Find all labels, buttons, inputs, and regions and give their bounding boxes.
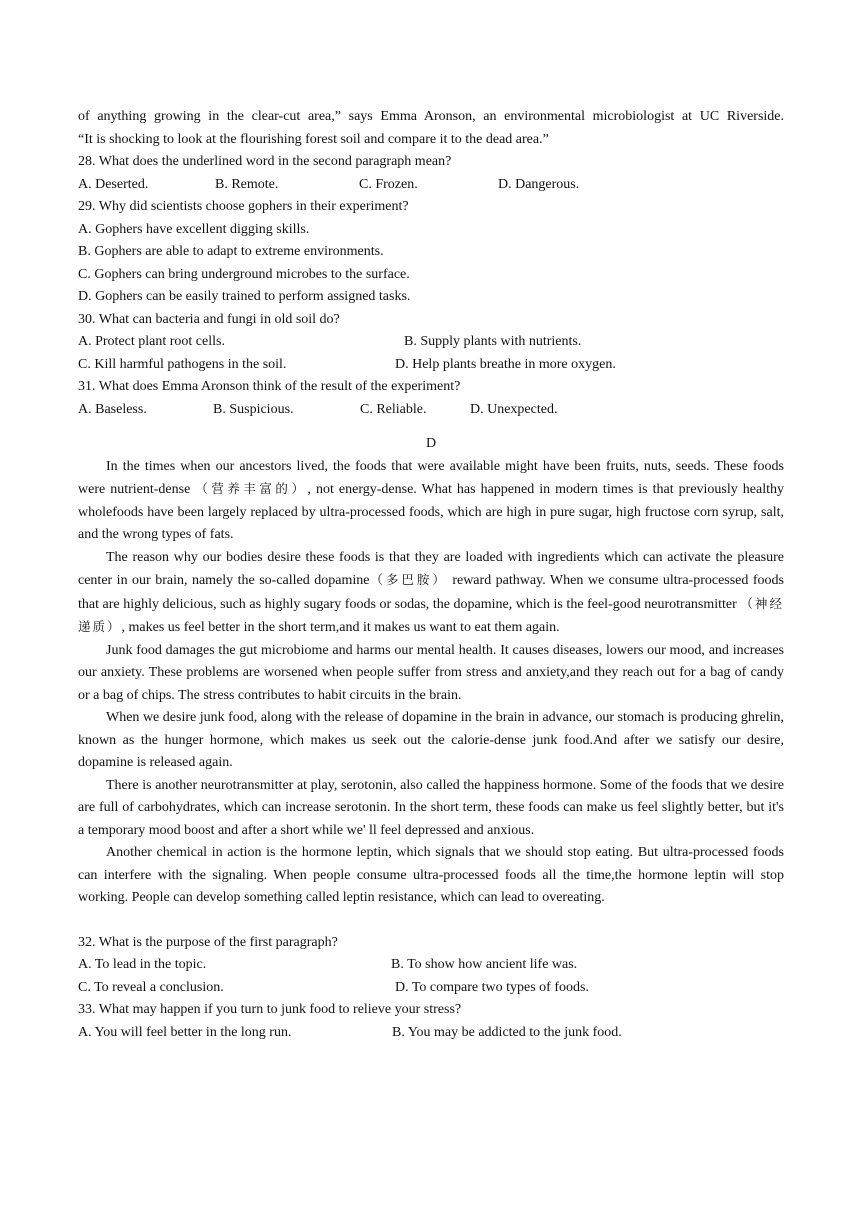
option-31-a: A. Baseless. <box>78 401 147 417</box>
option-32-a: A. To lead in the topic. <box>78 957 207 972</box>
option-33-a: A. You will feel better in the long run. <box>78 1024 292 1040</box>
option-28-d: D. Dangerous. <box>498 176 580 192</box>
passage-d-paragraph-4: When we desire junk food, along with the release of dopamine in the brain in advance, our stomach is producing ghrelin, known as the hunger hormone, which makes us seek out the calorie-dense junk food.And after we satisfy our desire, dopamine is released again. <box>78 710 784 770</box>
option-32-c: C. To reveal a conclusion. <box>78 979 224 995</box>
question-32-stem: 32. What is the purpose of the first paragraph? <box>78 934 338 950</box>
passage-d-paragraph-2: The reason why our bodies desire these foods is that they are loaded with ingredients which can activate the pleasure center in our brain, namely the so-called dopamine（多巴胺） reward pathway. When we consume ultra-processed foods that are highly delicious, such as highly sugary foods or sodas, the dopamine, which is the feel-good neurotransmitter （神经递质）, makes us feel better in the short term,and it makes us want to eat them again. <box>78 549 784 635</box>
question-33-options-row-1 <box>78 1022 784 1045</box>
chinese-gloss-neurotransmitter: （神经递质） <box>78 595 784 634</box>
chinese-gloss-nutrient-dense: （营养丰富的） <box>195 481 308 496</box>
passage-d-paragraph-6: Another chemical in action is the hormone leptin, which signals that we should stop eating. But ultra-processed foods can interfere with the signaling. When people consume ultra-processed foods all the time,the hormone leptin will stop working. People can develop something called leptin resistance, which can lead to overeating. <box>78 845 784 905</box>
passage-d-paragraph-1: In the times when our ancestors lived, the foods that were available might have been fruits, nuts, seeds. These foods were nutrient-dense （营养丰富的）, not energy-dense. What has happened in modern times is that previously healthy wholefoods have been largely replaced by ultra-processed foods, which are high in pure sugar, high fructose corn syrup, salt, and the wrong types of fats. <box>78 458 784 542</box>
question-29-stem: 29. Why did scientists choose gophers in their experiment? <box>78 199 409 214</box>
option-31-d: D. Unexpected. <box>470 401 558 417</box>
question-30-options-row-2 <box>78 354 784 377</box>
option-31-c: C. Reliable. <box>360 401 427 417</box>
option-28-a: A. Deserted. <box>78 176 149 192</box>
passage-c-tail-line-1: of anything growing in the clear-cut area,” says Emma Aronson, an environmental microbiologist at UC Riverside. <box>78 109 784 124</box>
question-30-stem: 30. What can bacteria and fungi in old soil do? <box>78 311 340 327</box>
option-30-b: B. Supply plants with nutrients. <box>404 334 582 349</box>
passage-c-tail-line-2: “It is shocking to look at the flourishing forest soil and compare it to the dead area.” <box>78 131 549 147</box>
option-32-b: B. To show how ancient life was. <box>391 957 578 972</box>
passage-d-paragraph-5: There is another neurotransmitter at play, serotonin, also called the happiness hormone. Some of the foods that we desire are full of carbohydrates, which can increase serotonin. In the short term, these foods can make us feel slightly better, but it's a temporary mood boost and after a short while we' ll feel depressed and anxious. <box>78 777 784 838</box>
option-28-c: C. Frozen. <box>359 176 418 192</box>
question-28-stem: 28. What does the underlined word in the second paragraph mean? <box>78 154 452 169</box>
option-29-c: C. Gophers can bring underground microbes to the surface. <box>78 266 410 282</box>
question-31-stem: 31. What does Emma Aronson think of the result of the experiment? <box>78 379 461 394</box>
question-30-options-row-1 <box>78 331 784 354</box>
question-32-options-row-2 <box>78 977 784 1000</box>
question-32-options-row-1 <box>78 954 784 977</box>
section-d-heading: D <box>425 436 437 451</box>
option-30-a: A. Protect plant root cells. <box>78 334 225 349</box>
question-28-options <box>78 174 784 197</box>
question-33-stem: 33. What may happen if you turn to junk food to relieve your stress? <box>78 1002 462 1017</box>
option-30-d: D. Help plants breathe in more oxygen. <box>395 356 616 372</box>
option-31-b: B. Suspicious. <box>213 401 294 417</box>
option-29-d: D. Gophers can be easily trained to perform assigned tasks. <box>78 289 411 304</box>
option-29-a: A. Gophers have excellent digging skills. <box>78 221 310 237</box>
document-page <box>78 106 784 1044</box>
option-30-c: C. Kill harmful pathogens in the soil. <box>78 356 287 372</box>
option-32-d: D. To compare two types of foods. <box>395 979 589 995</box>
option-33-b: B. You may be addicted to the junk food. <box>392 1024 622 1040</box>
spacer <box>78 910 784 932</box>
passage-d-paragraph-3: Junk food damages the gut microbiome and harms our mental health. It causes diseases, lowers our mood, and increases our anxiety. These problems are worsened when people suffer from stress and anxiety,and they reach out for a bag of candy or a bag of chips. The stress contributes to habit circuits in the brain. <box>78 642 784 703</box>
option-28-b: B. Remote. <box>215 176 279 192</box>
question-31-options <box>78 399 784 422</box>
chinese-gloss-dopamine: （多巴胺） <box>369 572 448 587</box>
option-29-b: B. Gophers are able to adapt to extreme environments. <box>78 244 384 259</box>
